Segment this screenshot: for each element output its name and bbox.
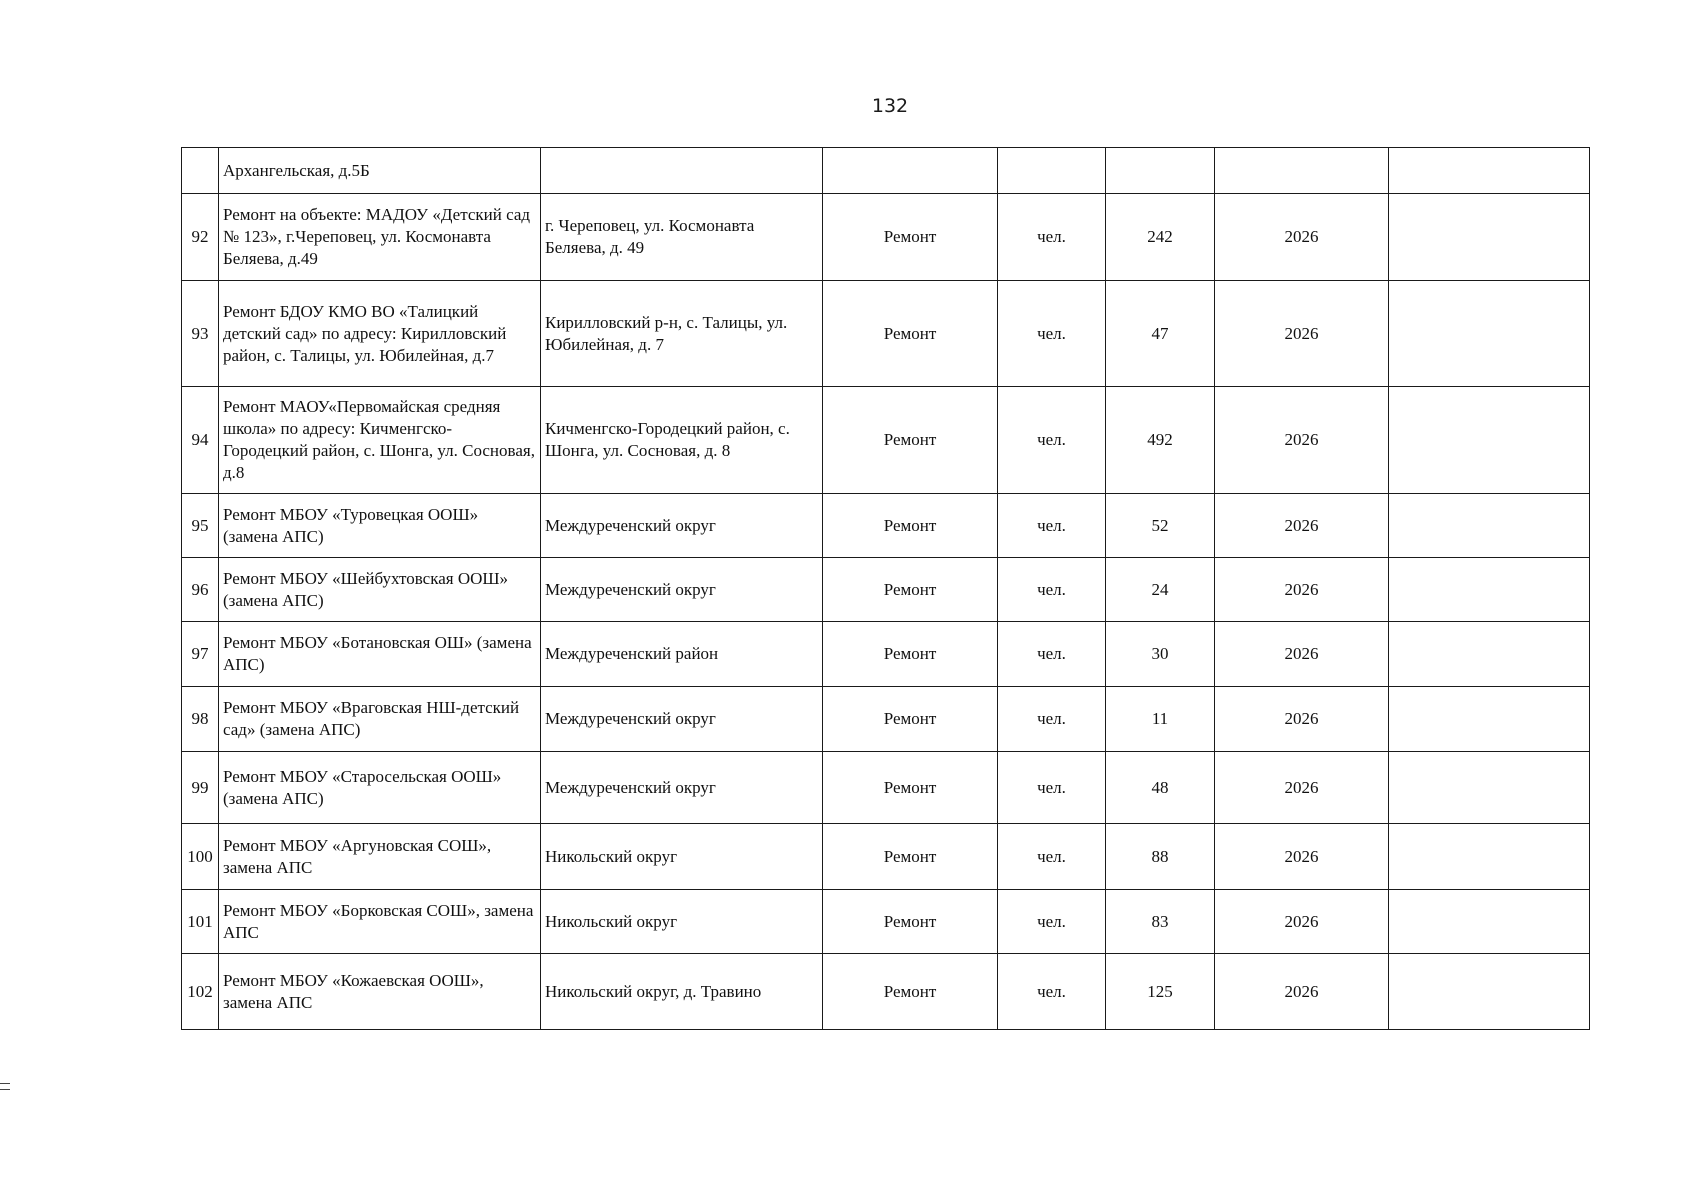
row-number-cell: 93 (182, 281, 219, 387)
unit-cell: чел. (998, 687, 1106, 752)
year-cell: 2026 (1215, 622, 1389, 687)
table-row (182, 194, 1590, 281)
note-cell (1389, 622, 1590, 687)
address-cell: Междуреченский район (541, 622, 823, 687)
year-cell (1215, 148, 1389, 194)
object-name-cell: Ремонт МБОУ «Борковская СОШ», замена АПС (219, 890, 541, 954)
work-type-cell: Ремонт (823, 194, 998, 281)
object-name-cell: Архангельская, д.5Б (219, 148, 541, 194)
note-cell (1389, 281, 1590, 387)
unit-cell: чел. (998, 954, 1106, 1030)
table-row (182, 954, 1590, 1030)
object-name-cell: Ремонт МБОУ «Старосельская ООШ» (замена АПС) (219, 752, 541, 824)
table-row (182, 890, 1590, 954)
unit-cell: чел. (998, 558, 1106, 622)
unit-cell: чел. (998, 281, 1106, 387)
work-type-cell: Ремонт (823, 824, 998, 890)
year-cell: 2026 (1215, 281, 1389, 387)
row-number-cell: 97 (182, 622, 219, 687)
address-cell: Междуреченский округ (541, 752, 823, 824)
year-cell: 2026 (1215, 752, 1389, 824)
work-type-cell: Ремонт (823, 281, 998, 387)
note-cell (1389, 752, 1590, 824)
capacity-cell: 492 (1106, 387, 1215, 494)
table-row (182, 148, 1590, 194)
unit-cell: чел. (998, 752, 1106, 824)
work-type-cell: Ремонт (823, 387, 998, 494)
table-row (182, 387, 1590, 494)
address-cell: Междуреченский округ (541, 558, 823, 622)
work-type-cell (823, 148, 998, 194)
table-row (182, 622, 1590, 687)
row-number-cell: 99 (182, 752, 219, 824)
note-cell (1389, 954, 1590, 1030)
object-name-cell: Ремонт МАОУ«Первомайская средняя школа» по адресу: Кичменгско-Городецкий район, с. Шонга, ул. Сосновая, д.8 (219, 387, 541, 494)
work-type-cell: Ремонт (823, 494, 998, 558)
address-cell: Междуреченский округ (541, 494, 823, 558)
year-cell: 2026 (1215, 558, 1389, 622)
work-type-cell: Ремонт (823, 687, 998, 752)
capacity-cell: 52 (1106, 494, 1215, 558)
table-row (182, 687, 1590, 752)
capacity-cell: 242 (1106, 194, 1215, 281)
capacity-cell: 48 (1106, 752, 1215, 824)
object-name-cell: Ремонт МБОУ «Аргуновская СОШ», замена АПС (219, 824, 541, 890)
capacity-cell: 125 (1106, 954, 1215, 1030)
address-cell: г. Череповец, ул. Космонавта Беляева, д. 49 (541, 194, 823, 281)
unit-cell: чел. (998, 890, 1106, 954)
note-cell (1389, 687, 1590, 752)
work-type-cell: Ремонт (823, 622, 998, 687)
unit-cell: чел. (998, 194, 1106, 281)
year-cell: 2026 (1215, 890, 1389, 954)
work-type-cell: Ремонт (823, 954, 998, 1030)
scan-edge-mark (0, 1083, 10, 1090)
object-name-cell: Ремонт МБОУ «Шейбухтовская ООШ» (замена АПС) (219, 558, 541, 622)
object-name-cell: Ремонт на объекте: МАДОУ «Детский сад № 123», г.Череповец, ул. Космонавта Беляева, д.49 (219, 194, 541, 281)
object-name-cell: Ремонт МБОУ «Враговская НШ-детский сад» (замена АПС) (219, 687, 541, 752)
capacity-cell: 83 (1106, 890, 1215, 954)
row-number-cell: 102 (182, 954, 219, 1030)
capacity-cell: 11 (1106, 687, 1215, 752)
object-name-cell: Ремонт МБОУ «Кожаевская ООШ», замена АПС (219, 954, 541, 1030)
row-number-cell: 100 (182, 824, 219, 890)
row-number-cell: 101 (182, 890, 219, 954)
capacity-cell: 47 (1106, 281, 1215, 387)
table-row (182, 752, 1590, 824)
object-name-cell: Ремонт БДОУ КМО ВО «Талицкий детский сад» по адресу: Кирилловский район, с. Талицы, ул. Юбилейная, д.7 (219, 281, 541, 387)
table-row (182, 494, 1590, 558)
unit-cell: чел. (998, 824, 1106, 890)
year-cell: 2026 (1215, 387, 1389, 494)
work-type-cell: Ремонт (823, 558, 998, 622)
capacity-cell: 88 (1106, 824, 1215, 890)
unit-cell: чел. (998, 387, 1106, 494)
address-cell: Никольский округ (541, 890, 823, 954)
capacity-cell (1106, 148, 1215, 194)
object-name-cell: Ремонт МБОУ «Туровецкая ООШ» (замена АПС) (219, 494, 541, 558)
unit-cell: чел. (998, 494, 1106, 558)
row-number-cell: 98 (182, 687, 219, 752)
year-cell: 2026 (1215, 824, 1389, 890)
address-cell: Кичменгско-Городецкий район, с. Шонга, ул. Сосновая, д. 8 (541, 387, 823, 494)
note-cell (1389, 890, 1590, 954)
row-number-cell: 95 (182, 494, 219, 558)
unit-cell (998, 148, 1106, 194)
note-cell (1389, 558, 1590, 622)
note-cell (1389, 148, 1590, 194)
table-row (182, 824, 1590, 890)
row-number-cell: 96 (182, 558, 219, 622)
year-cell: 2026 (1215, 494, 1389, 558)
object-name-cell: Ремонт МБОУ «Ботановская ОШ» (замена АПС) (219, 622, 541, 687)
year-cell: 2026 (1215, 954, 1389, 1030)
work-type-cell: Ремонт (823, 752, 998, 824)
year-cell: 2026 (1215, 194, 1389, 281)
page-number: 132 (871, 95, 909, 117)
unit-cell: чел. (998, 622, 1106, 687)
capacity-cell: 24 (1106, 558, 1215, 622)
note-cell (1389, 824, 1590, 890)
row-number-cell: 92 (182, 194, 219, 281)
table-row (182, 558, 1590, 622)
note-cell (1389, 194, 1590, 281)
row-number-cell: 94 (182, 387, 219, 494)
address-cell (541, 148, 823, 194)
table-row (182, 281, 1590, 387)
year-cell: 2026 (1215, 687, 1389, 752)
address-cell: Кирилловский р-н, с. Талицы, ул. Юбилейная, д. 7 (541, 281, 823, 387)
address-cell: Никольский округ, д. Травино (541, 954, 823, 1030)
address-cell: Никольский округ (541, 824, 823, 890)
work-type-cell: Ремонт (823, 890, 998, 954)
note-cell (1389, 387, 1590, 494)
note-cell (1389, 494, 1590, 558)
row-number-cell (182, 148, 219, 194)
repair-objects-table (181, 147, 1590, 1030)
address-cell: Междуреченский округ (541, 687, 823, 752)
capacity-cell: 30 (1106, 622, 1215, 687)
